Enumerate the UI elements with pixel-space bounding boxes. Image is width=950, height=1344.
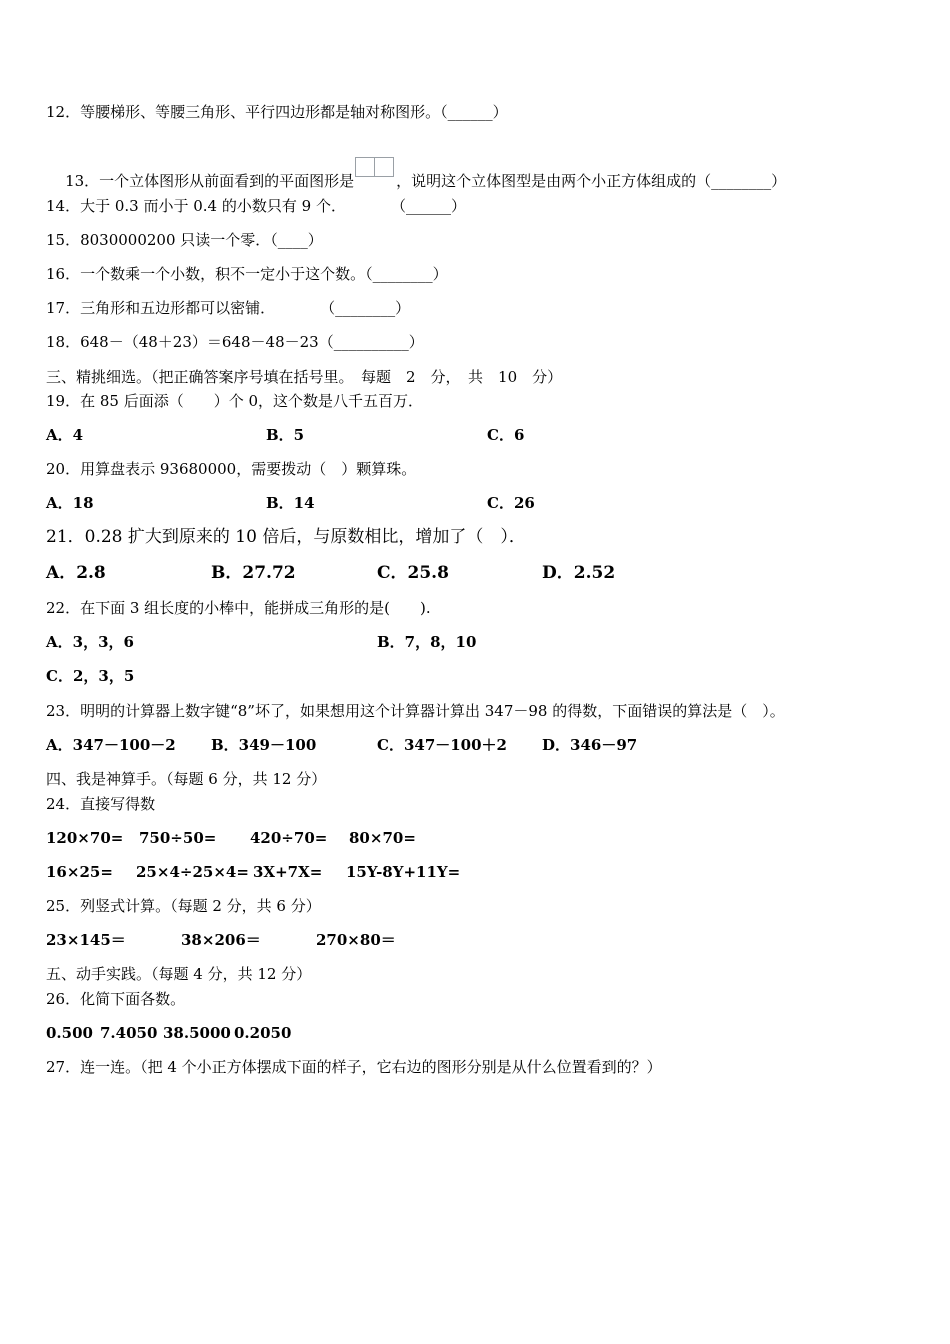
q24-item: 420÷70= — [250, 829, 328, 847]
q20-option-b: B．14 — [266, 494, 315, 512]
q24-item: 120×70= — [46, 829, 124, 847]
question-20-stem: 20．用算盘表示 93680000，需要拨动（ ）颗算珠。 — [46, 460, 417, 478]
q20-option-a: A．18 — [46, 494, 94, 512]
question-25-stem: 25．列竖式计算。（每题 2 分，共 6 分） — [46, 897, 321, 915]
q24-item: 15Y-8Y+11Y= — [346, 863, 461, 881]
question-17: 17．三角形和五边形都可以密铺． （________） — [46, 299, 411, 317]
q25-item: 270×80＝ — [316, 931, 396, 949]
question-21-stem: 21．0.28 扩大到原来的 10 倍后，与原数相比，增加了（ ）． — [46, 527, 526, 547]
q25-item: 38×206＝ — [181, 931, 261, 949]
q23-option-d: D．346－97 — [542, 736, 638, 754]
question-14: 14．大于 0.3 而小于 0.4 的小数只有 9 个． （______） — [46, 197, 466, 215]
q22-option-a: A．3，3，6 — [46, 633, 134, 651]
q21-option-b: B．27.72 — [211, 563, 296, 583]
q24-item: 25×4÷25×4= — [136, 863, 249, 881]
q24-item: 80×70= — [349, 829, 416, 847]
q19-option-b: B．5 — [266, 426, 305, 444]
question-18: 18．648－（48＋23）＝648－48－23（__________） — [46, 333, 424, 351]
question-24-stem: 24．直接写得数 — [46, 795, 156, 813]
question-12: 12．等腰梯形、等腰三角形、平行四边形都是轴对称图形。（______） — [46, 103, 508, 121]
section-3-heading: 三、精挑细选。（把正确答案序号填在括号里。 每题 2 分， 共 10 分） — [46, 368, 563, 386]
q21-option-a: A．2.8 — [46, 563, 106, 583]
q23-option-b: B．349－100 — [211, 736, 317, 754]
question-13-after: ，说明这个立体图型是由两个小正方体组成的（________） — [396, 172, 787, 190]
q23-option-c: C．347－100＋2 — [377, 736, 507, 754]
q20-option-c: C．26 — [487, 494, 535, 512]
q19-option-c: C．6 — [487, 426, 525, 444]
q26-item: 38.5000 — [163, 1024, 231, 1042]
q25-item: 23×145＝ — [46, 931, 126, 949]
q21-option-c: C．25.8 — [377, 563, 449, 583]
question-27: 27．连一连。（把 4 个小正方体摆成下面的样子，它右边的图形分别是从什么位置看到的？） — [46, 1058, 662, 1076]
section-4-heading: 四、我是神算手。（每题 6 分，共 12 分） — [46, 770, 327, 788]
q24-item: 16×25= — [46, 863, 113, 881]
question-19-stem: 19．在 85 后面添（ ）个 0，这个数是八千五百万． — [46, 392, 424, 410]
q26-item: 0.2050 — [234, 1024, 292, 1042]
q26-item: 7.4050 — [100, 1024, 158, 1042]
q24-item: 3X+7X= — [253, 863, 323, 881]
question-15: 15．8030000200 只读一个零．（____） — [46, 231, 323, 249]
question-23-stem: 23．明明的计算器上数字键“8”坏了，如果想用这个计算器计算出 347－98 的得数，下面错误的算法是（ ）。 — [46, 702, 785, 720]
question-26-stem: 26．化简下面各数。 — [46, 990, 186, 1008]
q21-option-d: D．2.52 — [542, 563, 616, 583]
question-16: 16．一个数乘一个小数，积不一定小于这个数。（________） — [46, 265, 448, 283]
question-22-stem: 22．在下面 3 组长度的小棒中，能拼成三角形的是( ). — [46, 599, 431, 617]
q22-option-b: B．7，8，10 — [377, 633, 477, 651]
q19-option-a: A．4 — [46, 426, 84, 444]
q26-item: 0.500 — [46, 1024, 93, 1042]
question-13-before: 13．一个立体图形从前面看到的平面图形是 — [65, 172, 355, 190]
two-squares-figure-icon — [355, 157, 395, 177]
q23-option-a: A．347－100－2 — [46, 736, 176, 754]
q22-option-c: C．2，3，5 — [46, 667, 135, 685]
q24-item: 750÷50= — [139, 829, 217, 847]
section-5-heading: 五、动手实践。（每题 4 分，共 12 分） — [46, 965, 312, 983]
